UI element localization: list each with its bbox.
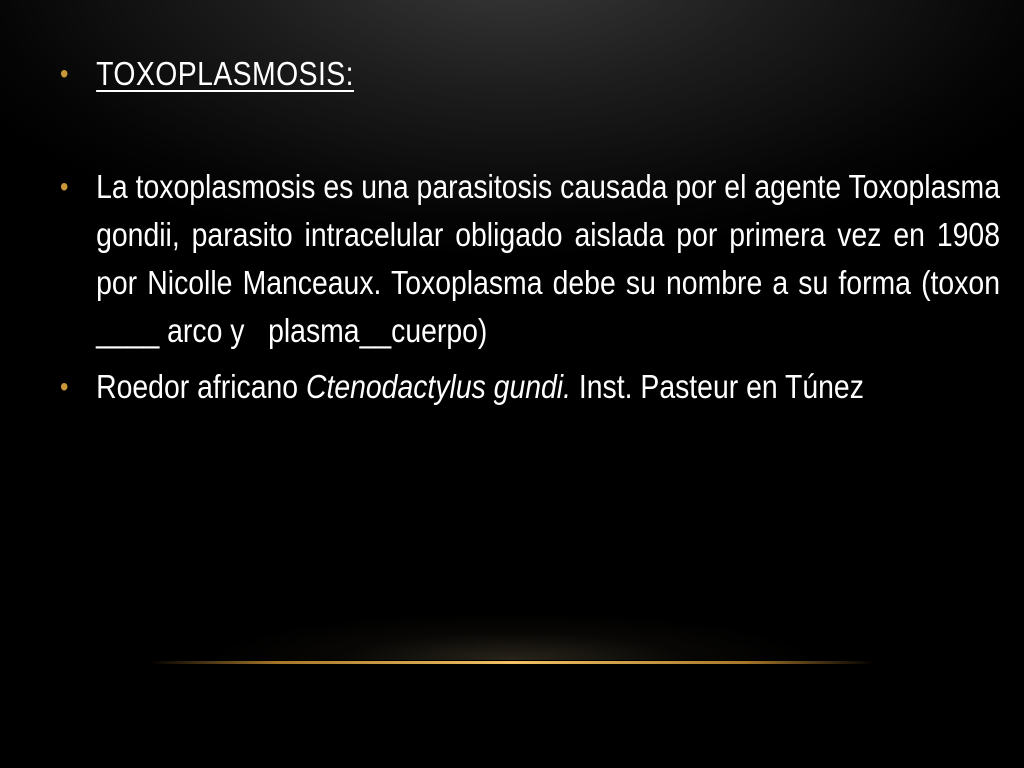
- bullet-dot-icon: •: [60, 171, 69, 202]
- bullet-list: [60, 50, 1000, 411]
- gold-accent-line: [150, 661, 874, 664]
- bullet-dot-icon: •: [60, 371, 69, 402]
- definition-text: La toxoplasmosis es una parasitosis causada por el agente Toxoplasma gondii, parasito intracelular obligado aislada por primera vez en 1908 por Nicolle Manceaux. Toxoplasma debe su nombre a su forma (toxon ____ arco y plasma__cuerpo): [96, 168, 1000, 349]
- bullet-dot-icon: •: [60, 58, 69, 89]
- floor-glow: [130, 560, 894, 660]
- bullet-heading: [60, 50, 1000, 98]
- species-name: Ctenodactylus gundi.: [305, 368, 572, 405]
- bullet-rodent: [60, 363, 1000, 411]
- rodent-text-before: Roedor africano: [96, 368, 306, 405]
- heading-text: TOXOPLASMOSIS:: [96, 55, 354, 92]
- bullet-definition: [60, 163, 1000, 355]
- rodent-text-after: Inst. Pasteur en Túnez: [571, 368, 864, 405]
